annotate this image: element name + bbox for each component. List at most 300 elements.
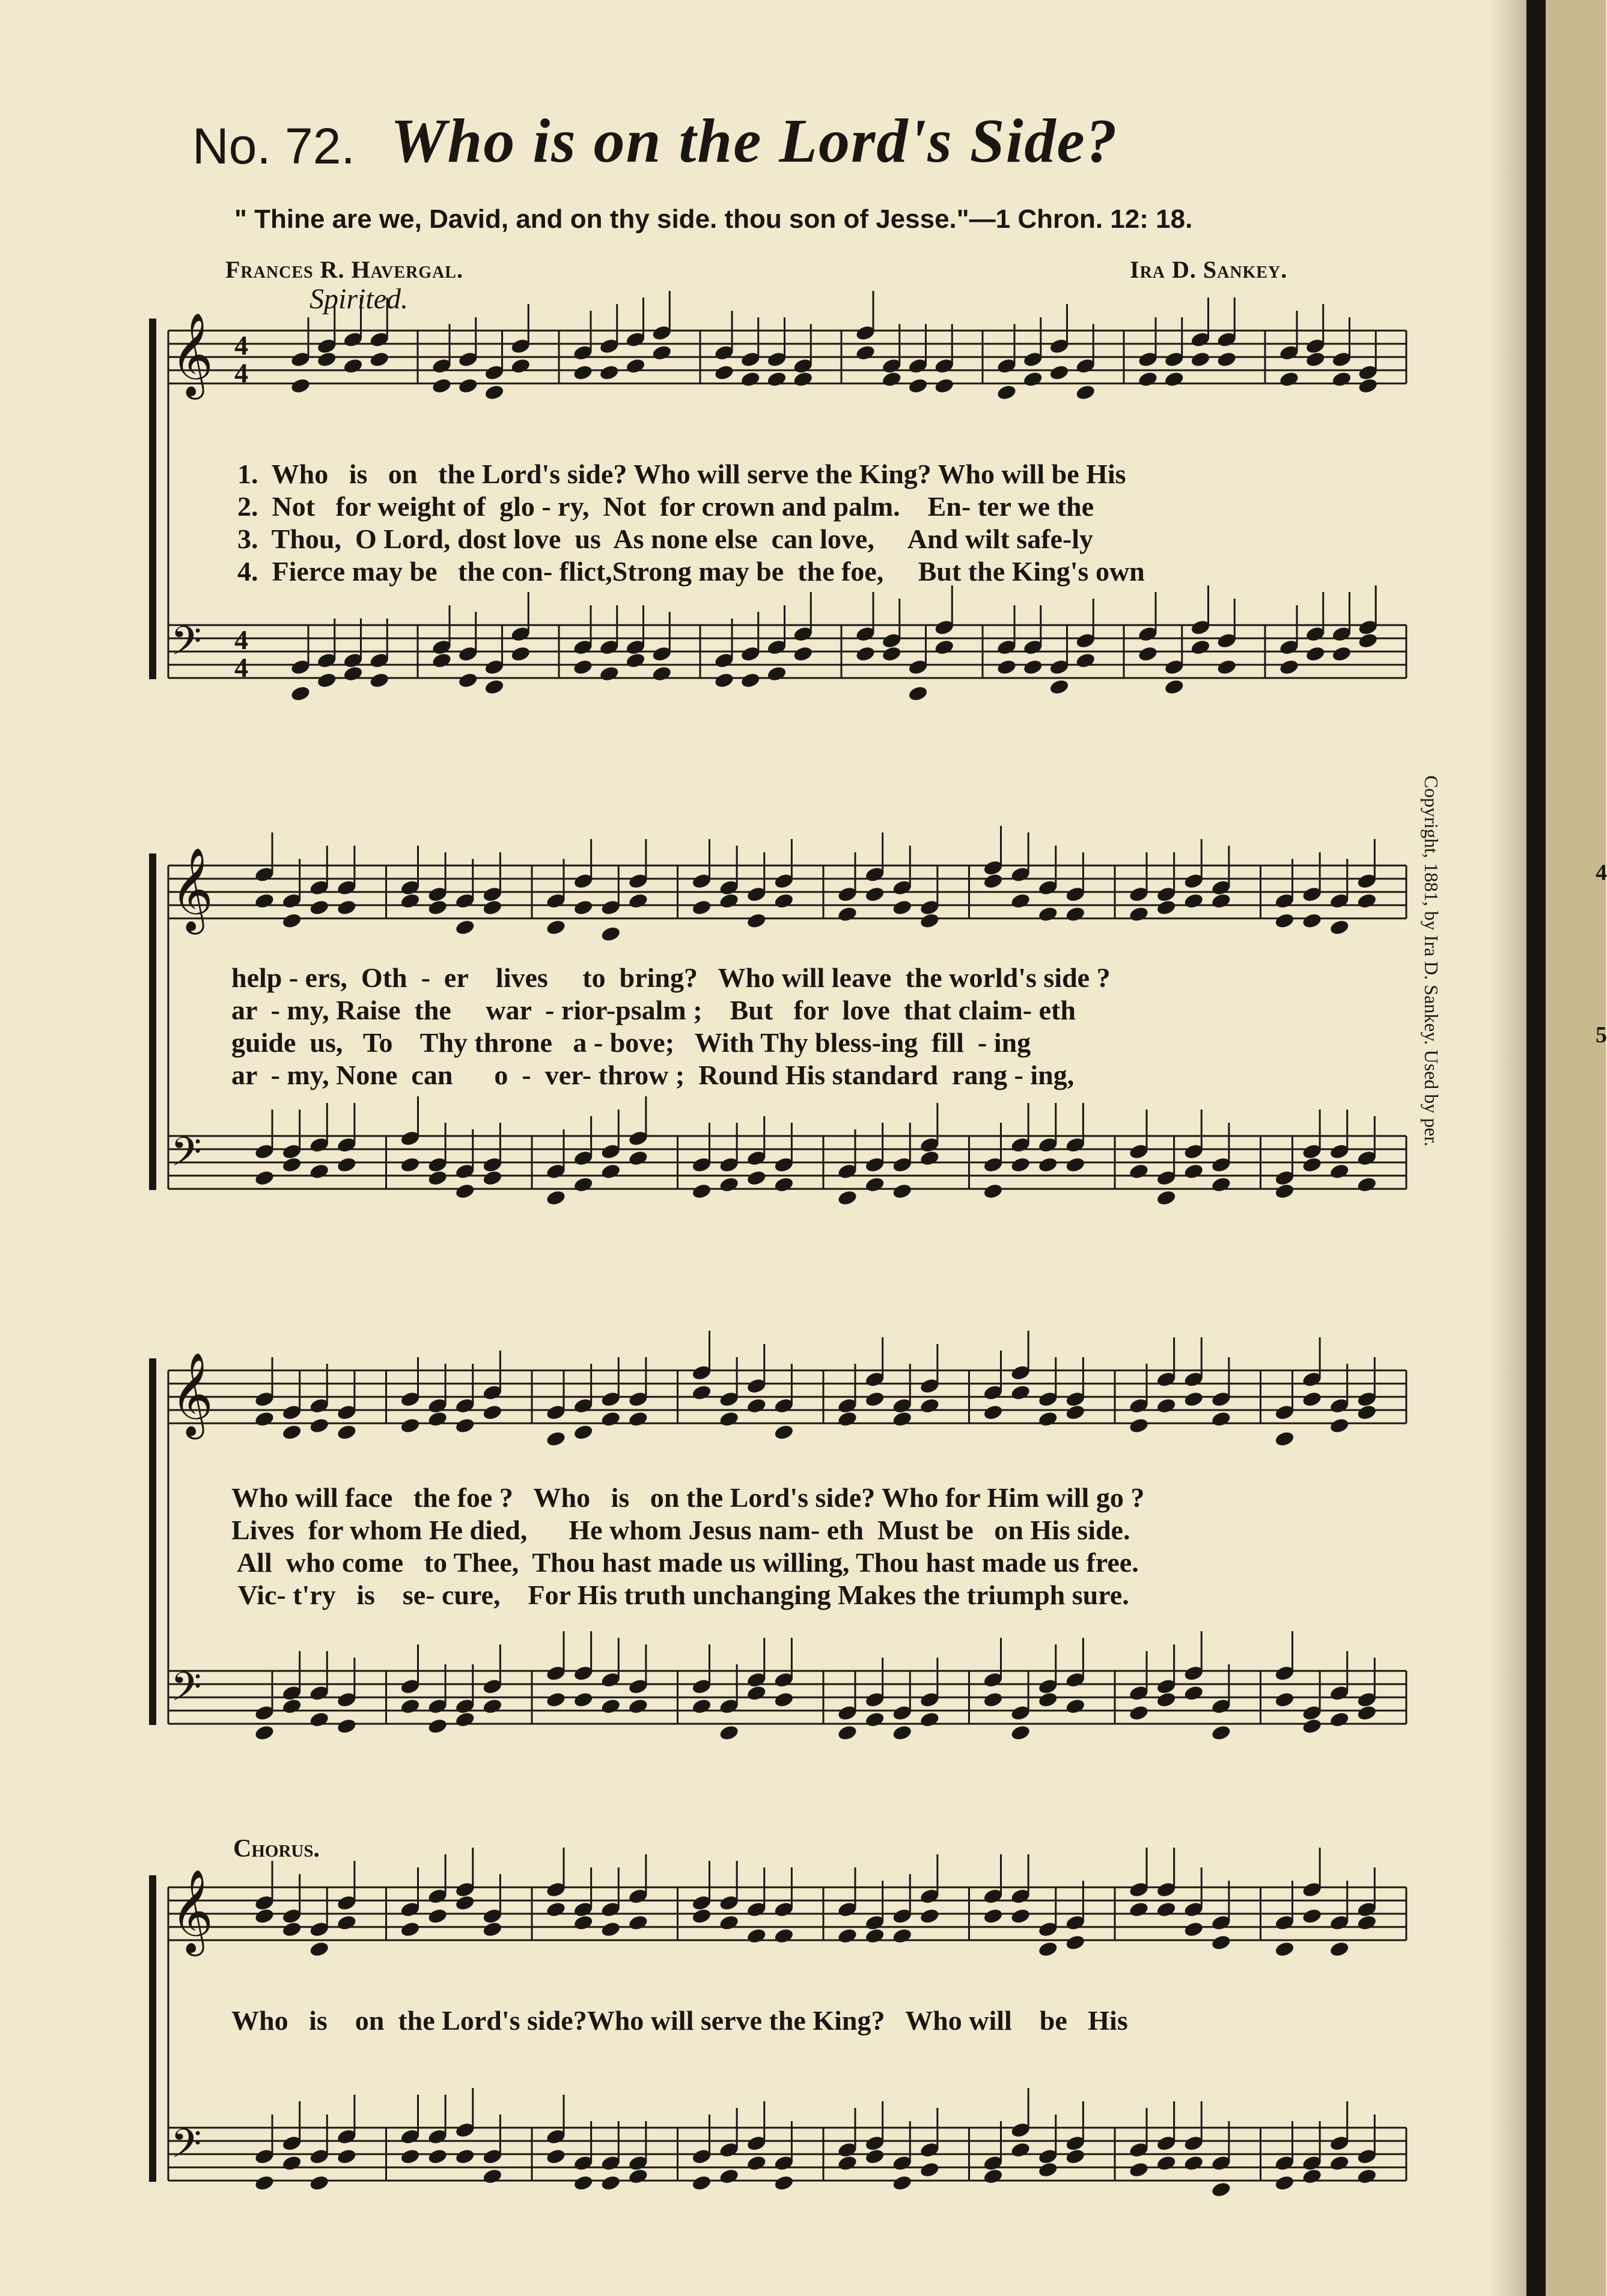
note-head [573,1176,594,1193]
note-head [1037,905,1058,923]
note-head [983,1907,1004,1925]
note-head [983,1403,1004,1421]
note-head [892,2174,913,2191]
note-head [746,912,767,929]
note-head [766,370,787,388]
lyrics-system-3 [231,1482,1144,1611]
note-head [651,344,672,361]
note-head [1128,905,1149,923]
note-head [837,905,858,923]
note-head [1190,350,1211,368]
system-brace [149,853,156,1190]
note-head [773,2174,794,2191]
note-head [599,665,620,682]
note-head [996,383,1017,401]
note-head [254,1169,275,1186]
note-head [1210,1934,1231,1951]
note-head [1278,370,1299,388]
note-head [1274,1691,1295,1708]
note-head [482,1403,503,1421]
note-head [1065,905,1086,923]
lyric-line: ar - my, None can o - ver- throw ; Round His standard rang - ing, [231,1060,1075,1090]
note-head [1329,1940,1350,1958]
note-head [627,1914,648,1931]
note-head [316,350,337,368]
note-head [793,370,814,388]
note-head [1010,1724,1031,1741]
note-head [290,377,311,394]
note-head [281,2154,302,2172]
lyrics-system-1 [237,458,1145,588]
note-head [1037,1940,1058,1958]
treble-clef: 𝄞 [171,847,213,931]
lyric-line: 1. Who is on the Lord's side? Who will serve the King? Who will be His [237,459,1126,489]
bass-clef: 𝄢 [171,1129,202,1185]
lyric-line: Lives for whom He died, He whom Jesus nam- eth Must be on His side. [231,1515,1130,1545]
note-head [746,1397,767,1414]
note-head [484,678,505,695]
note-head [691,1182,712,1200]
note-head [1356,2167,1377,2185]
time-signature: 4 [234,358,248,388]
note-head [400,1920,421,1938]
note-head [1302,1390,1323,1408]
note-head [254,2174,275,2191]
note-head [1156,2154,1177,2172]
note-head [1037,1691,1058,1708]
note-head [773,1176,794,1193]
lyrics-system-2 [231,962,1111,1092]
note-head [573,1914,594,1931]
time-signature: 4 [234,652,248,683]
lyric-line: Vic- t'ry is se- cure, For His truth unchanging Makes the triumph sure. [231,1580,1129,1610]
note-head [691,1384,712,1401]
note-head [1156,1189,1177,1206]
note-head [719,1176,740,1193]
note-head [837,1724,858,1741]
note-head [454,1711,475,1728]
note-head [864,1711,885,1728]
note-head [837,1410,858,1427]
note-head [691,1907,712,1925]
note-head [454,2148,475,2165]
treble-clef: 𝄞 [171,1352,213,1436]
note-head [983,1691,1004,1708]
note-head [454,1182,475,1200]
note-head [881,645,902,662]
note-head [983,872,1004,890]
note-head [1329,1417,1350,1434]
note-head [713,364,734,381]
note-head [400,1697,421,1715]
note-head [1331,370,1352,388]
note-head [1356,1403,1377,1421]
note-head [919,1711,940,1728]
note-head [627,1697,648,1715]
treble-clef: 𝄞 [171,1869,213,1953]
system-brace [149,1875,156,2182]
note-head [1305,645,1326,662]
note-head [254,1907,275,1925]
note-head [864,2148,885,2165]
note-head [907,685,929,702]
note-head [281,912,302,929]
note-head [281,1920,302,1938]
note-head [1183,2154,1204,2172]
note-head [1356,1704,1377,1721]
note-head [1010,1907,1031,1925]
note-head [837,2154,858,2172]
note-head [309,1940,330,1958]
note-head [1302,1717,1323,1735]
note-head [484,383,505,401]
note-head [919,1907,940,1925]
note-head [1302,1907,1323,1925]
note-head [691,1697,712,1715]
note-head [1022,370,1043,388]
note-head [482,899,503,916]
note-head [1274,1182,1295,1200]
note-head [1305,350,1326,368]
lyric-line: All who come to Thee, Thou hast made us willing, Thou hast made us free. [231,1547,1139,1578]
note-head [1210,892,1231,909]
note-head [1156,1397,1177,1414]
strip-mark: 4 [1596,860,1607,885]
note-head [627,1410,648,1427]
lyric-line: guide us, To Thy throne a - bove; With Thy bless-ing fill - ing [231,1027,1031,1058]
note-head [1183,1162,1204,1180]
note-head [1210,1724,1231,1741]
note-head [1278,658,1299,676]
note-head [336,1423,357,1441]
note-head [1163,370,1185,388]
note-head [1329,1711,1350,1728]
note-head [309,1417,330,1434]
note-head [1128,1162,1149,1180]
note-head [864,1176,885,1193]
note-head [1274,1940,1295,1958]
binding-bar [1526,0,1546,2296]
note-head [600,1697,621,1715]
note-head [983,2167,1004,2185]
lyric-line: help - ers, Oth - er lives to bring? Who will leave the world's side ? [231,962,1111,993]
page-edge-shadow [1490,0,1526,2296]
note-head [773,1691,794,1708]
note-head [1331,645,1352,662]
note-head [309,1711,330,1728]
note-head [746,1169,767,1186]
note-head [431,377,452,394]
note-head [1356,1176,1377,1193]
note-head [1065,1403,1086,1421]
note-head [1137,370,1158,388]
note-head [1356,1914,1377,1931]
lyrics-system-chorus [231,2004,1128,2037]
chorus-label: Chorus. [233,1835,320,1863]
note-head [881,370,902,388]
note-head [1183,1684,1204,1702]
note-head [691,899,712,916]
note-head [1210,1176,1231,1193]
note-head [892,1724,913,1741]
note-head [1049,364,1070,381]
note-head [369,671,390,689]
note-head [864,1390,885,1408]
note-head [336,1156,357,1173]
note-head [1075,652,1096,669]
note-head [510,357,531,374]
note-head [919,2161,940,2178]
note-head [1010,892,1031,909]
note-head [482,2167,503,2185]
note-head [919,1149,940,1167]
note-head [400,892,421,909]
note-head [1183,1920,1204,1938]
bass-clef: 𝄢 [171,1664,202,1720]
note-head [837,1189,858,1206]
note-head [719,892,740,909]
note-head [1216,350,1237,368]
strip-mark: 5 [1596,1022,1607,1048]
note-head [1190,638,1211,656]
note-head [427,1907,448,1925]
note-head [864,885,885,903]
note-head [1302,2167,1323,2185]
note-head [740,370,761,388]
note-head [510,645,531,662]
note-head [1065,1156,1086,1173]
system-brace [149,1358,156,1725]
note-head [625,357,646,374]
tempo-marking: Spirited. [310,283,408,315]
note-head [427,899,448,916]
note-head [983,1182,1004,1200]
note-head [627,2167,648,2185]
note-head [892,1927,913,1944]
note-head [281,1697,302,1715]
note-head [919,912,940,929]
note-head [1329,1162,1350,1180]
note-head [482,1169,503,1186]
note-head [600,2174,621,2191]
note-head [427,2148,448,2165]
note-head [600,1410,621,1427]
note-head [1274,2174,1295,2191]
note-head [316,671,337,689]
note-head [713,671,734,689]
note-head [719,2167,740,2185]
note-head [1210,1410,1231,1427]
note-head [1137,645,1158,662]
note-head [773,892,794,909]
note-head [254,1724,275,1741]
note-head [427,1169,448,1186]
note-head [1037,2161,1058,2178]
note-head [454,1417,475,1434]
lyric-line: Who will face the foe ? Who is on the Lord's side? Who for Him will go ? [231,1482,1145,1513]
note-head [1128,1901,1149,1918]
note-head [773,1423,794,1441]
note-head [431,652,452,669]
note-head [919,1397,940,1414]
note-head [1075,383,1096,401]
time-signature: 4 [234,624,248,655]
note-head [1065,1697,1086,1715]
note-head [1065,2148,1086,2165]
note-head [719,1724,740,1741]
note-head [343,665,364,682]
system-brace [149,319,156,679]
next-page-strip [1546,0,1606,2296]
note-head [400,1417,421,1434]
note-head [336,899,357,916]
note-head [746,1684,767,1702]
note-head [934,377,955,394]
note-head [336,2148,357,2165]
note-head [309,1162,330,1180]
note-head [1302,912,1323,929]
note-head [573,2174,594,2191]
note-head [545,1430,566,1447]
note-head [457,377,478,394]
note-head [1128,2161,1149,2178]
note-head [454,918,475,936]
note-head [254,892,275,909]
note-head [457,671,478,689]
note-head [1065,1934,1086,1951]
note-head [309,899,330,916]
lyric-line: Who is on the Lord's side?Who will serve the King? Who will be His [231,2005,1128,2036]
treble-clef: 𝄞 [171,313,213,396]
note-head [1010,1384,1031,1401]
note-head [573,1423,594,1441]
note-head [343,357,364,374]
note-head [1163,678,1185,695]
note-head [336,1717,357,1735]
note-head [1128,1704,1149,1721]
copyright-notice: Copyright, 1881, by Ira D. Sankey. Used by per. [1421,775,1442,1147]
note-head [740,671,761,689]
note-head [627,1149,648,1167]
note-head [1329,918,1350,936]
note-head [793,645,814,662]
note-head [427,1410,448,1427]
note-head [719,1914,740,1931]
lyric-line: 4. Fierce may be the con- flict,Strong may be the foe, But the King's own [237,556,1145,587]
note-head [1183,892,1204,909]
note-head [1274,912,1295,929]
note-head [1037,1156,1058,1173]
note-head [290,685,311,702]
note-head [1049,678,1070,695]
note-head [625,652,646,669]
note-head [1183,1390,1204,1408]
note-head [746,2154,767,2172]
note-head [773,1927,794,1944]
note-head [369,350,390,368]
note-head [400,2148,421,2165]
note-head [482,1697,503,1715]
lyric-line: 2. Not for weight of glo - ry, Not for crown and palm. En- ter we the [237,491,1094,522]
note-head [254,1410,275,1427]
note-head [864,1927,885,1944]
note-head [545,1189,566,1206]
note-head [336,1914,357,1931]
note-head [572,364,593,381]
hymn-number: No. 72. [192,118,355,174]
note-head [892,899,913,916]
note-head [1302,1156,1323,1173]
epigraph: " Thine are we, David, and on thy side. thou son of Jesse."—1 Chron. 12: 18. [234,204,1193,234]
note-head [691,2174,712,2191]
note-head [1356,892,1377,909]
time-signature: 4 [234,330,248,361]
note-head [855,344,876,361]
note-head [907,377,929,394]
note-head [1210,2181,1231,2198]
note-head [482,1920,503,1938]
note-head [545,1901,566,1918]
note-head [1358,632,1379,649]
note-head [600,925,621,942]
note-head [1010,1156,1031,1173]
note-head [1022,658,1043,676]
note-head [545,1691,566,1708]
bass-clef: 𝄢 [171,2120,202,2176]
note-head [892,1182,913,1200]
note-head [545,2148,566,2165]
note-head [1329,2154,1350,2172]
note-head [1156,1691,1177,1708]
note-head [400,1156,421,1173]
lyric-line: ar - my, Raise the war - rior-psalm ; But for love that claim- eth [231,995,1076,1025]
note-head [281,1423,302,1441]
note-head [281,1156,302,1173]
note-head [600,1162,621,1180]
note-head [651,665,672,682]
note-head [1216,658,1237,676]
note-head [1156,899,1177,916]
note-head [766,665,787,682]
bass-clef: 𝄢 [171,618,202,674]
note-head [1156,1901,1177,1918]
note-head [573,1691,594,1708]
note-head [892,1410,913,1427]
note-head [746,1927,767,1944]
note-head [719,1410,740,1427]
note-head [1274,1430,1295,1447]
note-head [1128,1417,1149,1434]
note-head [837,1927,858,1944]
note-head [599,364,620,381]
note-head [855,645,876,662]
note-head [934,638,955,656]
note-head [1037,1410,1058,1427]
composer: Ira D. Sankey. [1130,256,1288,283]
lyric-line: 3. Thou, O Lord, dost love us As none else can love, And wilt safe-ly [237,524,1094,554]
note-head [627,892,648,909]
note-head [573,899,594,916]
note-head [1358,377,1379,394]
note-head [309,2174,330,2191]
note-head [454,1894,475,1911]
note-head [545,918,566,936]
author: Frances R. Havergal. [225,256,463,283]
note-head [572,658,593,676]
note-head [600,1920,621,1938]
hymn-title: Who is on the Lord's Side? [391,106,1118,176]
note-head [996,658,1017,676]
